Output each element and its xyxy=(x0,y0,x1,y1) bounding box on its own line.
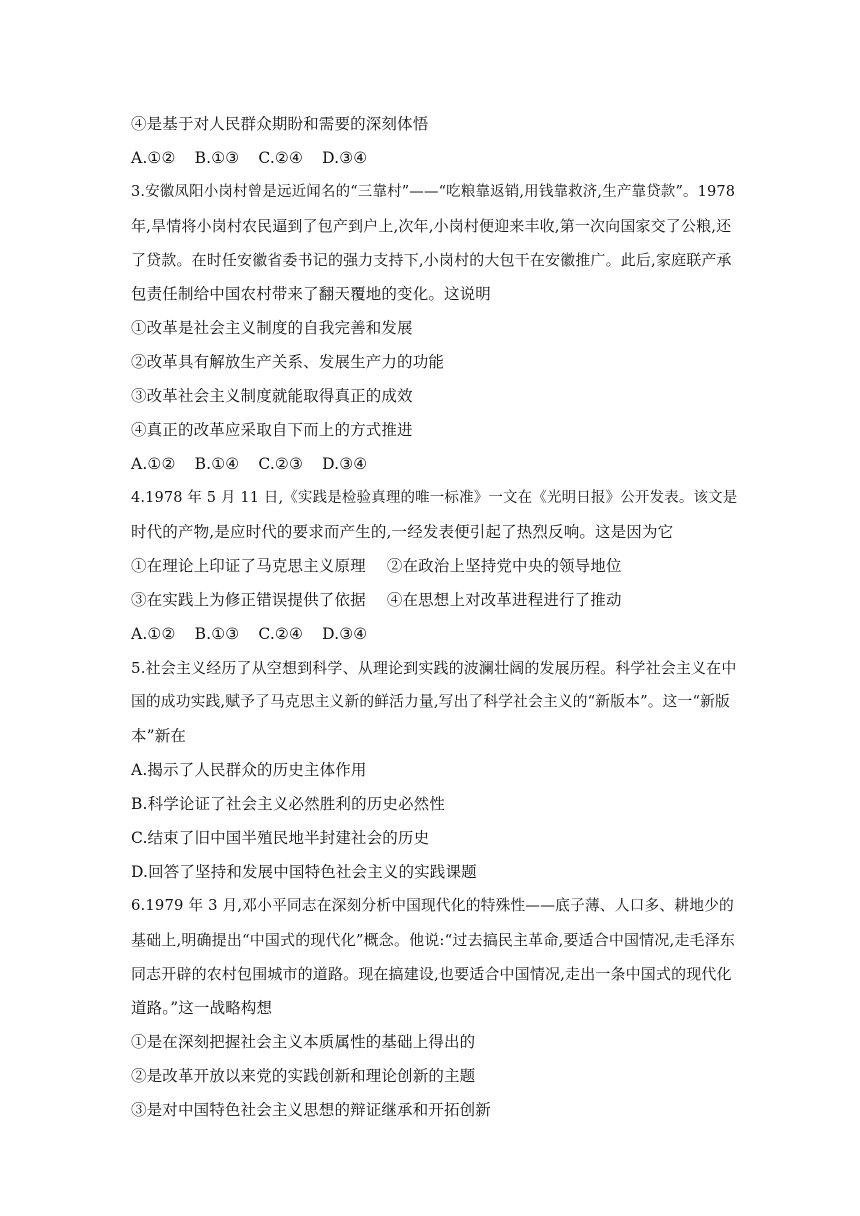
q4-option-b: B.①③ xyxy=(194,625,240,643)
q5-stem-line-1: 5.社会主义经历了从空想到科学、从理论到实践的波澜壮阔的发展历程。科学社会主义在中 xyxy=(131,659,737,677)
q2-option-b: B.①③ xyxy=(194,149,240,167)
q3-stem-line-3: 了贷款。在时任安徽省委书记的强力支持下,小岗村的大包干在安徽推广。此后,家庭联产承 xyxy=(131,251,732,269)
q6-stem-line-4: 道路。”这一战略构想 xyxy=(131,999,273,1017)
q3-statement-3: ③改革社会主义制度就能取得真正的成效 xyxy=(131,387,413,405)
q2-statement-4: ④是基于对人民群众期盼和需要的深刻体悟 xyxy=(131,115,429,133)
q5-choice-c: C.结束了旧中国半殖民地半封建社会的历史 xyxy=(131,829,430,847)
q3-option-c: C.②③ xyxy=(258,455,304,473)
q2-option-d: D.③④ xyxy=(322,149,368,167)
q4-statements-row-2 xyxy=(131,583,737,617)
q3-statement-4: ④真正的改革应采取自下而上的方式推进 xyxy=(131,421,413,439)
q4-statements-row-1 xyxy=(131,549,737,583)
q4-option-a: A.①② xyxy=(131,625,176,643)
q3-option-b: B.①④ xyxy=(194,455,240,473)
q4-option-d: D.③④ xyxy=(322,625,368,643)
q4-statement-4: ④在思想上对改革进程进行了推动 xyxy=(386,591,622,609)
q2-options xyxy=(131,141,737,175)
q4-statement-3: ③在实践上为修正错误提供了依据 xyxy=(131,591,366,609)
q4-option-c: C.②④ xyxy=(258,625,304,643)
q3-options xyxy=(131,447,737,481)
q3-option-a: A.①② xyxy=(131,455,176,473)
q6-stem-line-1: 6.1979 年 3 月,邓小平同志在深刻分析中国现代化的特殊性——底子薄、人口多、耕地少的 xyxy=(131,897,734,914)
q5-stem-line-2: 国的成功实践,赋予了马克思主义新的鲜活力量,写出了科学社会主义的“新版本”。这一“新版 xyxy=(131,693,730,710)
q2-option-a: A.①② xyxy=(131,149,176,167)
q5-choice-a: A.揭示了人民群众的历史主体作用 xyxy=(131,761,367,779)
q6-statement-1: ①是在深刻把握社会主义本质属性的基础上得出的 xyxy=(131,1033,476,1051)
q6-statement-3: ③是对中国特色社会主义思想的辩证继承和开拓创新 xyxy=(131,1101,491,1119)
q3-option-d: D.③④ xyxy=(322,455,368,473)
q4-stem-line-1: 4.1978 年 5 月 11 日,《实践是检验真理的唯一标准》一文在《光明日报》公开发表。该文是 xyxy=(131,490,738,506)
q3-statement-1: ①改革是社会主义制度的自我完善和发展 xyxy=(131,319,413,337)
q3-stem-line-4: 包责任制给中国农村带来了翻天覆地的变化。这说明 xyxy=(131,285,491,303)
q2-option-c: C.②④ xyxy=(258,149,304,167)
q5-choice-b: B.科学论证了社会主义必然胜利的历史必然性 xyxy=(131,795,445,813)
q3-stem-line-1: 3.安徽凤阳小岗村曾是远近闻名的“三靠村”——“吃粮靠返销,用钱靠救济,生产靠贷款”。1978 xyxy=(131,184,736,200)
page-content xyxy=(131,107,737,1127)
q5-stem-line-3: 本”新在 xyxy=(131,727,187,745)
q4-options xyxy=(131,617,737,651)
q6-stem-line-2: 基础上,明确提出“中国式的现代化”概念。他说:“过去搞民主革命,要适合中国情况,走毛泽东 xyxy=(131,931,735,949)
q5-choice-d: D.回答了坚持和发展中国特色社会主义的实践课题 xyxy=(131,863,477,881)
q3-stem-line-2: 年,旱情将小岗村农民逼到了包产到户上,次年,小岗村便迎来丰收,第一次向国家交了公粮,还 xyxy=(131,217,732,235)
q4-stem-line-2: 时代的产物,是应时代的要求而产生的,一经发表便引起了热烈反响。这是因为它 xyxy=(131,523,674,541)
q3-statement-2: ②改革具有解放生产关系、发展生产力的功能 xyxy=(131,353,445,371)
q4-statement-2: ②在政治上坚持党中央的领导地位 xyxy=(386,557,622,575)
q6-stem-line-3: 同志开辟的农村包围城市的道路。现在搞建设,也要适合中国情况,走出一条中国式的现代化 xyxy=(131,965,732,983)
q4-statement-1: ①在理论上印证了马克思主义原理 xyxy=(131,557,366,575)
q6-statement-2: ②是改革开放以来党的实践创新和理论创新的主题 xyxy=(131,1067,476,1085)
